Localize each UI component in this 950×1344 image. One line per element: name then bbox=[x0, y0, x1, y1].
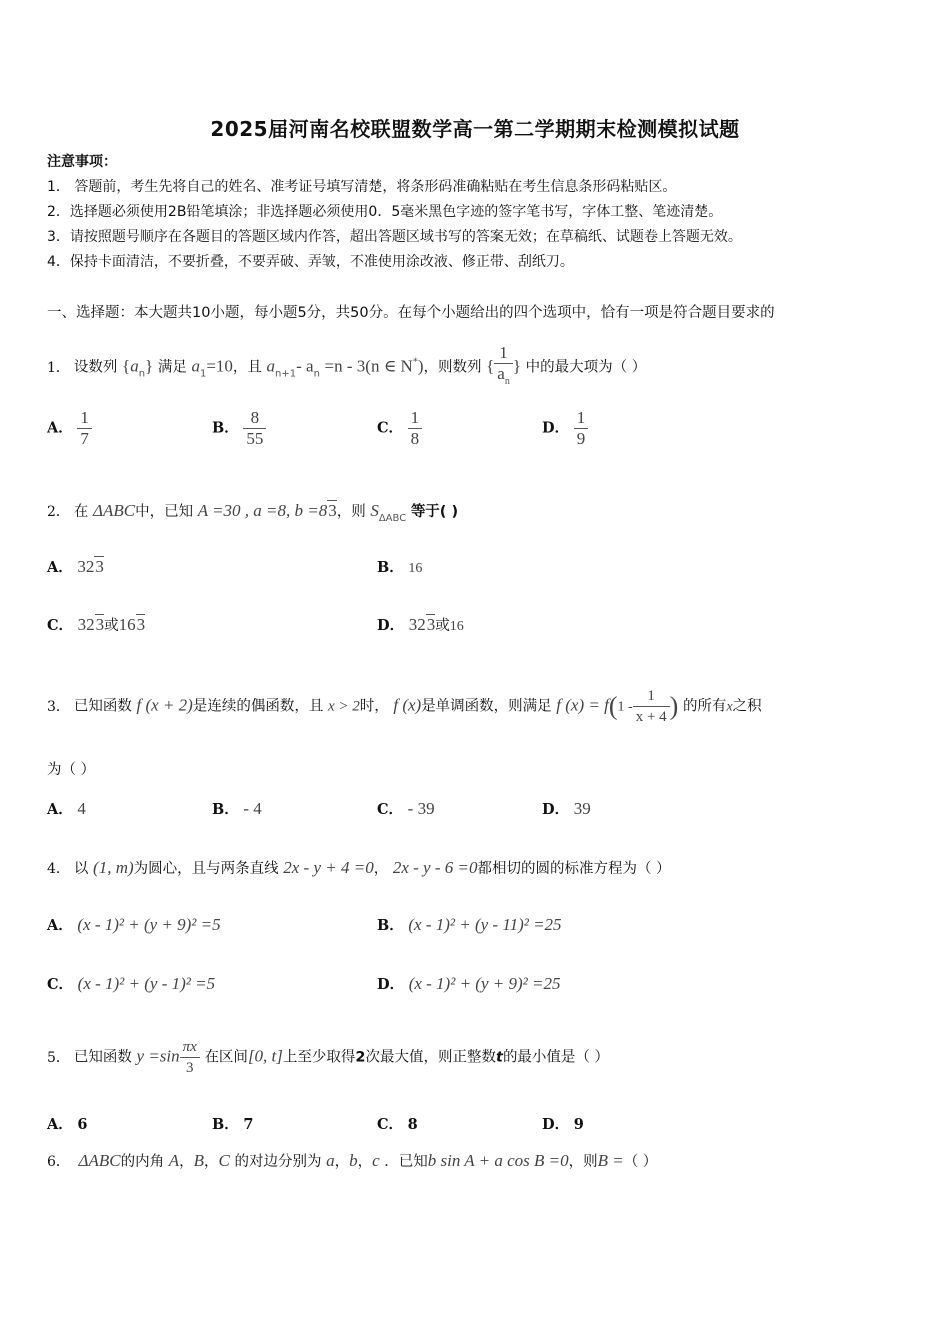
section-heading: 一、选择题：本大题共10小题，每小题5分，共50分。在每个小题给出的四个选项中，恰有一项是符合题目要求的 bbox=[47, 305, 775, 321]
notice-heading: 注意事项： bbox=[47, 154, 117, 170]
q1-option-c[interactable]: C． $\frac{1}{8}$ bbox=[377, 408, 422, 449]
q1-option-a[interactable]: A． $\frac{1}{7}$ bbox=[47, 408, 92, 449]
q2-option-d[interactable]: D． 323或16 bbox=[377, 615, 464, 634]
q4-option-b[interactable]: B． (x - 1)² + (y - 11)² =25 bbox=[377, 915, 562, 934]
q5-option-c[interactable]: C． 8 bbox=[377, 1116, 418, 1133]
q2-option-a[interactable]: A． 323 bbox=[47, 557, 104, 576]
notice-item-3: 3．请按照题号顺序在各题目的答题区域内作答，超出答题区域书写的答案无效；在草稿纸、试题卷上答题无效。 bbox=[47, 229, 742, 245]
exam-title: 2025届河南名校联盟数学高一第二学期期末检测模拟试题 bbox=[210, 117, 740, 141]
q5-option-d[interactable]: D． 9 bbox=[542, 1116, 584, 1133]
notice-item-2: 2．选择题必须使用2B铅笔填涂；非选择题必须使用0．5毫米黑色字迹的签字笔书写，字体工整、笔迹清楚。 bbox=[47, 204, 723, 220]
q3-option-a[interactable]: A． 4 bbox=[47, 799, 86, 818]
question-3-cont: 为（ ） bbox=[47, 762, 96, 778]
q2-option-b[interactable]: B． 16 bbox=[377, 559, 423, 576]
q3-option-c[interactable]: C． - 39 bbox=[377, 799, 435, 818]
q4-option-a[interactable]: A． (x - 1)² + (y + 9)² =5 bbox=[47, 915, 221, 934]
question-5: 5． 已知函数 y =sin $\frac{\pi x}{3}$ 在区间[0, t]上至少取得2次最大值，则正整数t的最小值是（ ） bbox=[47, 1039, 610, 1076]
notice-item-4: 4．保持卡面清洁，不要折叠，不要弄破、弄皱，不准使用涂改液、修正带、刮纸刀。 bbox=[47, 254, 574, 270]
question-4: 4． 以 (1, m)为圆心，且与两条直线 2x - y + 4 =0， 2x - y - 6 =0都相切的圆的标准方程为（ ） bbox=[47, 858, 671, 877]
notice-item-1: 1． 答题前，考生先将自己的姓名、准考证号填写清楚，将条形码准确粘贴在考生信息条形码粘贴区。 bbox=[47, 179, 677, 195]
q1-sequence-fraction: $\frac{1}{a_n}$ bbox=[494, 343, 513, 392]
q1-option-d[interactable]: D． $\frac{1}{9}$ bbox=[542, 408, 588, 449]
question-2: 2． 在 ΔABC中，已知 A =30 , a =8, b =83，则 $S_{\Delta ABC}$ 等于( ) bbox=[47, 501, 459, 524]
q4-option-d[interactable]: D． (x - 1)² + (y + 9)² =25 bbox=[377, 974, 561, 993]
q5-option-a[interactable]: A． 6 bbox=[47, 1116, 88, 1133]
q3-option-b[interactable]: B． - 4 bbox=[212, 799, 262, 818]
q2-option-c[interactable]: C． 323或163 bbox=[47, 615, 146, 634]
q3-option-d[interactable]: D． 39 bbox=[542, 799, 591, 818]
q1-option-b[interactable]: B． $\frac{8}{55}$ bbox=[212, 408, 266, 449]
q5-option-b[interactable]: B． 7 bbox=[212, 1116, 254, 1133]
question-1: 1． 设数列 $\{a_n\}$ 满足 $a_1=10$，且 $a_{n+1}-$ $a_n =n - 3(n$ ∈ N*)，则数列 { $\frac{1}{a_n}$ } 中的最大项为（ ） bbox=[47, 343, 646, 392]
question-3: 3． 已知函数 f (x + 2)是连续的偶函数，且 x > 2时， f (x)是单调函数，则满足 f (x) = f(1 - $\frac{1}{x + 4}$ ) 的所有x之积 bbox=[47, 688, 762, 725]
q4-option-c[interactable]: C． (x - 1)² + (y - 1)² =5 bbox=[47, 974, 216, 993]
question-6: 6． ΔABC的内角 A，B，C 的对边分别为 a，b，c ．已知b sin A + a cos B =0，则B =（ ） bbox=[47, 1151, 658, 1170]
